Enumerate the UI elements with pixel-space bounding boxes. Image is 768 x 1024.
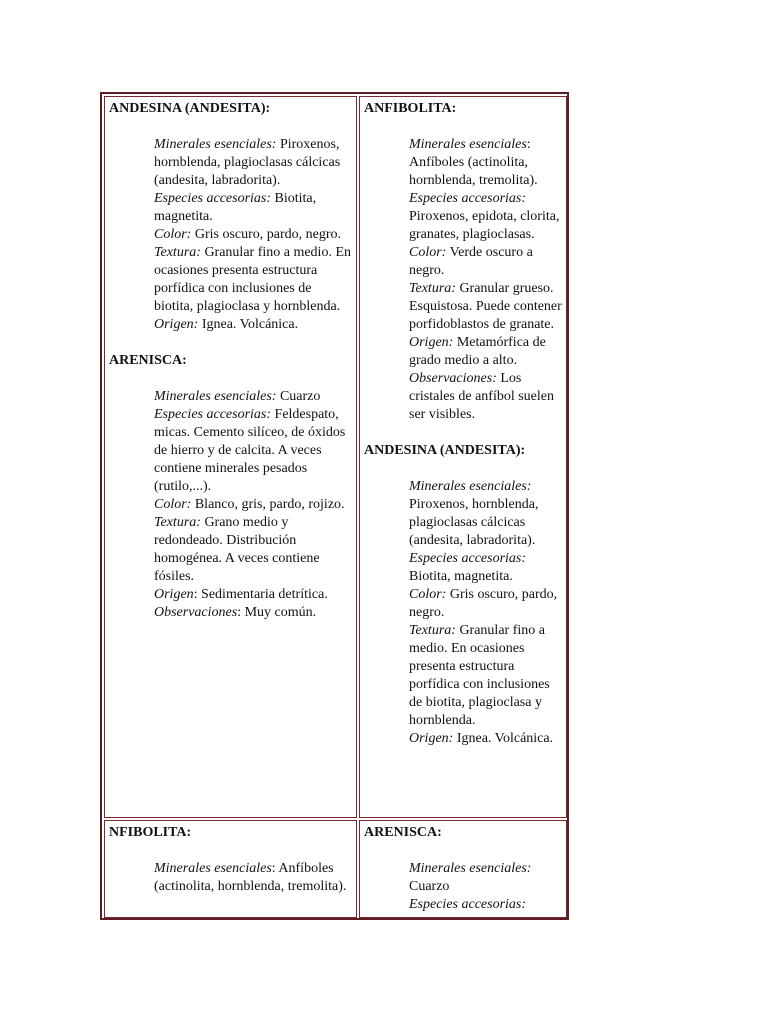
field-label: Observaciones bbox=[154, 605, 238, 620]
field-value: Gris oscuro, pardo, negro. bbox=[191, 227, 342, 242]
field-label: Especies accesorias: bbox=[409, 551, 527, 566]
entry-title: ANDESINA (ANDESITA): bbox=[109, 101, 271, 116]
field-value: : Anfíboles (actinolita, hornblenda, tremolita). bbox=[409, 137, 538, 188]
field-value: Feldespato, micas. Cemento silíceo, de óxidos de hierro y de calcita. A veces contiene minerales pesados (rutilo,...). bbox=[154, 407, 346, 494]
entry-title: ARENISCA: bbox=[109, 353, 187, 368]
entry-line bbox=[154, 860, 353, 896]
field-value: Biotita, magnetita. bbox=[409, 569, 513, 584]
field-value: : Muy común. bbox=[237, 605, 317, 620]
field-label: Especies accesorias: bbox=[409, 897, 527, 912]
entry-line bbox=[409, 896, 563, 914]
entry-line bbox=[154, 226, 353, 244]
entry-line bbox=[409, 280, 563, 334]
entry-line bbox=[154, 316, 353, 334]
entry-line bbox=[154, 406, 353, 496]
entry-line bbox=[409, 622, 563, 730]
field-label: Minerales esenciales: bbox=[409, 479, 532, 494]
field-label: Especies accesorias: bbox=[154, 407, 272, 422]
field-label: Color: bbox=[409, 587, 447, 602]
entry-line bbox=[409, 550, 563, 586]
entry-body bbox=[154, 136, 353, 334]
field-value: Ignea. Volcánica. bbox=[198, 317, 299, 332]
table-cell bbox=[104, 820, 357, 918]
field-label: Minerales esenciales bbox=[409, 137, 527, 152]
field-label: Observaciones: bbox=[409, 371, 497, 386]
field-label: Especies accesorias: bbox=[154, 191, 272, 206]
field-label: Textura: bbox=[154, 515, 201, 530]
entry-line bbox=[409, 860, 563, 896]
entry-line bbox=[409, 136, 563, 190]
field-label: Minerales esenciales bbox=[154, 861, 272, 876]
field-label: Color: bbox=[154, 227, 192, 242]
table-cell bbox=[359, 96, 567, 818]
field-value: Cuarzo bbox=[276, 389, 321, 404]
field-value: Ignea. Volcánica. bbox=[453, 731, 554, 746]
entry-title: ARENISCA: bbox=[364, 825, 442, 840]
field-value: Cuarzo bbox=[409, 879, 450, 894]
entry-title: NFIBOLITA: bbox=[109, 825, 192, 840]
field-value: Metamórfica de grado medio a alto. bbox=[409, 335, 546, 368]
field-label: Minerales esenciales: bbox=[154, 389, 277, 404]
field-label: Textura: bbox=[409, 281, 456, 296]
entry-line bbox=[154, 388, 353, 406]
field-label: Origen: bbox=[154, 317, 199, 332]
entry-line bbox=[154, 514, 353, 586]
entry-line bbox=[409, 478, 563, 550]
field-value: Los cristales de anfíbol suelen ser visibles. bbox=[409, 371, 555, 422]
entry-body bbox=[154, 388, 353, 622]
field-label: Origen: bbox=[409, 335, 454, 350]
field-value: Blanco, gris, pardo, rojizo. bbox=[191, 497, 345, 512]
field-label: Color: bbox=[409, 245, 447, 260]
field-label: Minerales esenciales: bbox=[154, 137, 277, 152]
entry-line bbox=[154, 136, 353, 190]
entry-body bbox=[409, 478, 563, 748]
field-value: Granular fino a medio. En ocasiones presenta estructura porfídica con inclusiones de biotita, plagioclasa y hornblenda. bbox=[154, 245, 351, 314]
entry-line bbox=[154, 244, 353, 316]
field-label: Minerales esenciales: bbox=[409, 861, 532, 876]
entry-body bbox=[154, 860, 353, 896]
entry-line bbox=[154, 496, 353, 514]
field-label: Textura: bbox=[154, 245, 201, 260]
entry-title: ANFIBOLITA: bbox=[364, 101, 457, 116]
entry-line bbox=[409, 244, 563, 280]
field-label: Origen bbox=[154, 587, 194, 602]
field-value: Granular grueso. Esquistosa. Puede contener porfidoblastos de granate. bbox=[409, 281, 562, 332]
field-label: Origen: bbox=[409, 731, 454, 746]
entry-title: ANDESINA (ANDESITA): bbox=[364, 443, 526, 458]
field-value: Biotita, magnetita. bbox=[154, 191, 317, 224]
field-value: Piroxenos, hornblenda, plagioclasas cálcicas (andesita, labradorita). bbox=[409, 497, 539, 548]
entry-line bbox=[409, 190, 563, 244]
entry-line bbox=[154, 604, 353, 622]
field-value: : Sedimentaria detrítica. bbox=[193, 587, 328, 602]
entry-line bbox=[409, 334, 563, 370]
entry-line bbox=[409, 586, 563, 622]
field-label: Color: bbox=[154, 497, 192, 512]
field-value: Piroxenos, hornblenda, plagioclasas cálcicas (andesita, labradorita). bbox=[154, 137, 341, 188]
field-label: Especies accesorias: bbox=[409, 191, 527, 206]
entry-line bbox=[154, 586, 353, 604]
field-value: Granular fino a medio. En ocasiones presenta estructura porfídica con inclusiones de biotita, plagioclasa y hornblenda. bbox=[409, 623, 550, 728]
field-value: Piroxenos, epidota, clorita, granates, plagioclasas. bbox=[409, 209, 560, 242]
entry-body bbox=[409, 136, 563, 424]
rock-table bbox=[100, 92, 569, 920]
field-value: Grano medio y redondeado. Distribución homogénea. A veces contiene fósiles. bbox=[154, 515, 320, 584]
field-value: Verde oscuro a negro. bbox=[409, 245, 533, 278]
table-cell bbox=[104, 96, 357, 818]
entry-line bbox=[409, 730, 563, 748]
entry-line bbox=[409, 370, 563, 424]
table-cell bbox=[359, 820, 567, 918]
entry-body bbox=[409, 860, 563, 914]
entry-line bbox=[154, 190, 353, 226]
field-value: : Anfíboles (actinolita, hornblenda, tremolita). bbox=[154, 861, 347, 894]
field-value: Gris oscuro, pardo, negro. bbox=[409, 587, 558, 620]
field-label: Textura: bbox=[409, 623, 456, 638]
